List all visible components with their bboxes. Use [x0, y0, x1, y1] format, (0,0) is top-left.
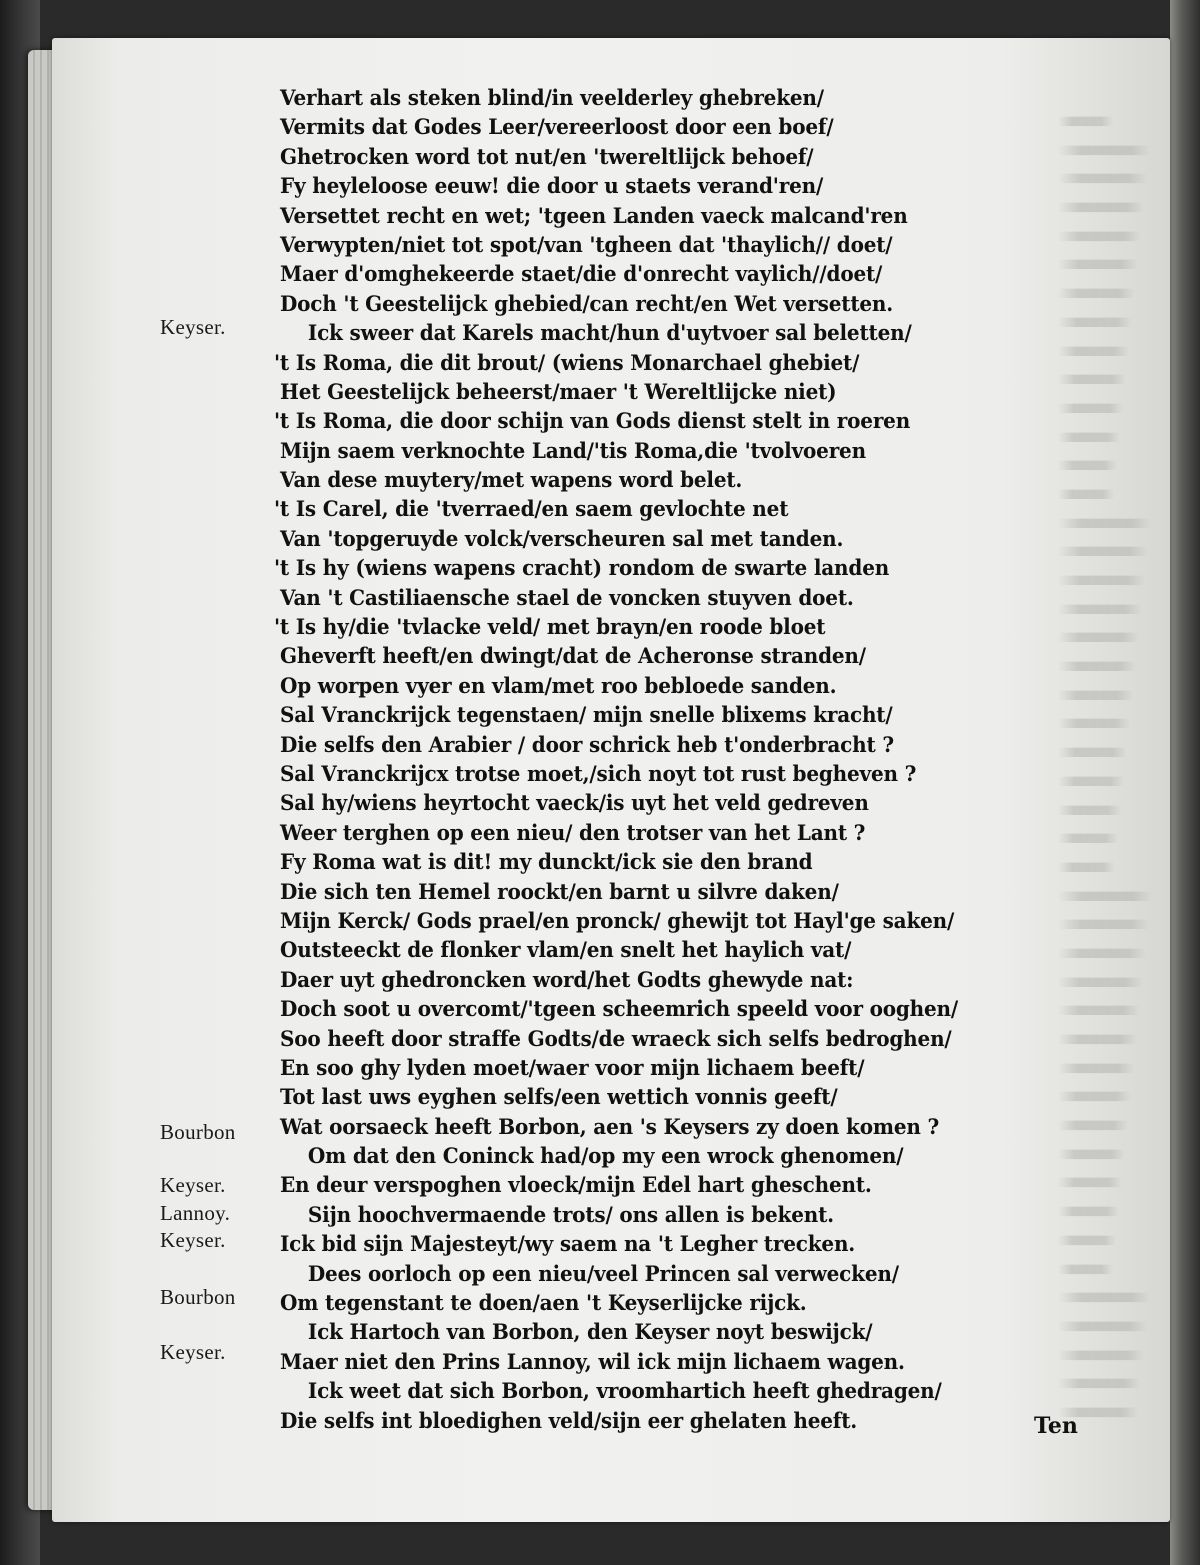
verse-line: Sijn hoochvermaende trots/ ons allen is bekent. [307, 1202, 834, 1228]
verse-line: 't Is Roma, die door schijn van Gods dienst stelt in roeren [274, 409, 911, 435]
speaker-label: Lannoy. [160, 1201, 231, 1225]
verse-line: Mijn Kerck/ Gods prael/en pronck/ ghewijt tot Hayl'ge saken/ [280, 908, 955, 934]
verse-line: Daer uyt ghedroncken word/het Godts ghewyde nat: [280, 967, 854, 993]
verse-line: Sal Vranckrijcx trotse moet,/sich noyt tot rust begheven ? [280, 761, 917, 787]
speaker-label: Keyser. [160, 1173, 226, 1197]
verse-line: Van dese muytery/met wapens word belet. [280, 468, 743, 494]
verse-line: Ick sweer dat Karels macht/hun d'uytvoer sal beletten/ [307, 321, 912, 347]
verse-text [274, 84, 1110, 1436]
verse-line: Verhart als steken blind/in veelderley ghebreken/ [280, 86, 824, 111]
verse-line: Fy heyleloose eeuw! die door u staets verand'ren/ [280, 174, 824, 200]
verse-line: Ghetrocken word tot nut/en 'twereltlijck behoef/ [280, 144, 814, 170]
verse-line: Mijn saem verknochte Land/'tis Roma,die 'tvolvoeren [280, 438, 866, 464]
verse-line: En deur verspoghen vloeck/mijn Edel hart gheschent. [280, 1173, 872, 1199]
speaker-label: Keyser. [160, 1340, 226, 1364]
verse-line: Sal Vranckrijck tegenstaen/ mijn snelle blixems kracht/ [280, 703, 893, 729]
verse-line: Dees oorloch op een nieu/veel Princen sal verwecken/ [307, 1261, 899, 1287]
verse-line: Ick bid sijn Majesteyt/wy saem na 't Legher trecken. [280, 1232, 856, 1258]
verse-line: En soo ghy lyden moet/waer voor mijn lichaem beeft/ [280, 1055, 865, 1081]
verse-line: 't Is Carel, die 'tverraed/en saem gevlochte net [274, 497, 789, 523]
verse-line: Soo heeft door straffe Godts/de wraeck sich selfs bedroghen/ [280, 1026, 952, 1052]
verse-line: Tot last uws eyghen selfs/een wettich vonnis geeft/ [280, 1085, 838, 1111]
verse-line: Sal hy/wiens heyrtocht vaeck/is uyt het veld gedreven [280, 791, 869, 817]
verse-line: Versettet recht en wet; 'tgeen Landen vaeck malcand'ren [280, 203, 908, 229]
verse-line: Van 't Castiliaensche stael de voncken stuyven doet. [280, 585, 854, 611]
speaker-label: Bourbon [160, 1120, 236, 1144]
verse-line: Gheverft heeft/en dwingt/dat de Acheronse stranden/ [280, 644, 866, 670]
verse-line: Maer d'omghekeerde staet/die d'onrecht vaylich//doet/ [280, 262, 883, 288]
verse-line: Om dat den Coninck had/op my een wrock ghenomen/ [307, 1144, 904, 1170]
verse-line: Op worpen vyer en vlam/met roo bebloede sanden. [280, 673, 837, 699]
verse-line: Om tegenstant te doen/aen 't Keyserlijcke rijck. [280, 1291, 807, 1317]
verse-line: Die selfs int bloedighen veld/sijn eer ghelaten heeft. [280, 1408, 858, 1434]
verse-line: Verwypten/niet tot spot/van 'tgheen dat 'thaylich// doet/ [280, 232, 893, 258]
verse-line: Wat oorsaeck heeft Borbon, aen 's Keysers zy doen komen ? [280, 1114, 940, 1140]
verse-line: Ick Hartoch van Borbon, den Keyser noyt beswijck/ [307, 1320, 873, 1346]
verse-line: Doch 't Geestelijck ghebied/can recht/en Wet versetten. [280, 291, 894, 317]
speaker-label: Keyser. [160, 315, 226, 339]
verse-line: Die selfs den Arabier / door schrick heb t'onderbracht ? [280, 732, 894, 758]
verse-line: Vermits dat Godes Leer/vereerloost door een boef/ [280, 115, 834, 141]
speaker-label: Bourbon [160, 1285, 236, 1309]
catchword: Ten [1034, 1413, 1078, 1439]
verse-line: Outsteeckt de flonker vlam/en snelt het haylich vat/ [280, 938, 852, 964]
verse-line: Maer niet den Prins Lannoy, wil ick mijn lichaem wagen. [280, 1349, 905, 1375]
verse-line: 't Is hy (wiens wapens cracht) rondom de swarte landen [274, 556, 890, 582]
verse-line: Fy Roma wat is dit! my dunckt/ick sie den brand [280, 850, 813, 876]
verse-line: Het Geestelijck beheerst/maer 't Wereltlijcke niet) [280, 379, 837, 405]
verse-line: 't Is Roma, die dit brout/ (wiens Monarchael ghebiet/ [274, 350, 860, 376]
verse-line: 't Is hy/die 'tvlacke veld/ met brayn/en roode bloet [274, 615, 826, 641]
book-right-edge [1170, 0, 1200, 1565]
verse-line: Van 'topgeruyde volck/verscheuren sal met tanden. [280, 526, 844, 552]
verse-line: Die sich ten Hemel roockt/en barnt u silvre daken/ [280, 879, 839, 905]
verse-line: Ick weet dat sich Borbon, vroomhartich heeft ghedragen/ [307, 1379, 942, 1405]
verse-line: Weer terghen op een nieu/ den trotser van het Lant ? [280, 820, 866, 846]
verse-line: Doch soot u overcomt/'tgeen scheemrich speeld voor ooghen/ [280, 997, 959, 1023]
speaker-label: Keyser. [160, 1228, 226, 1252]
